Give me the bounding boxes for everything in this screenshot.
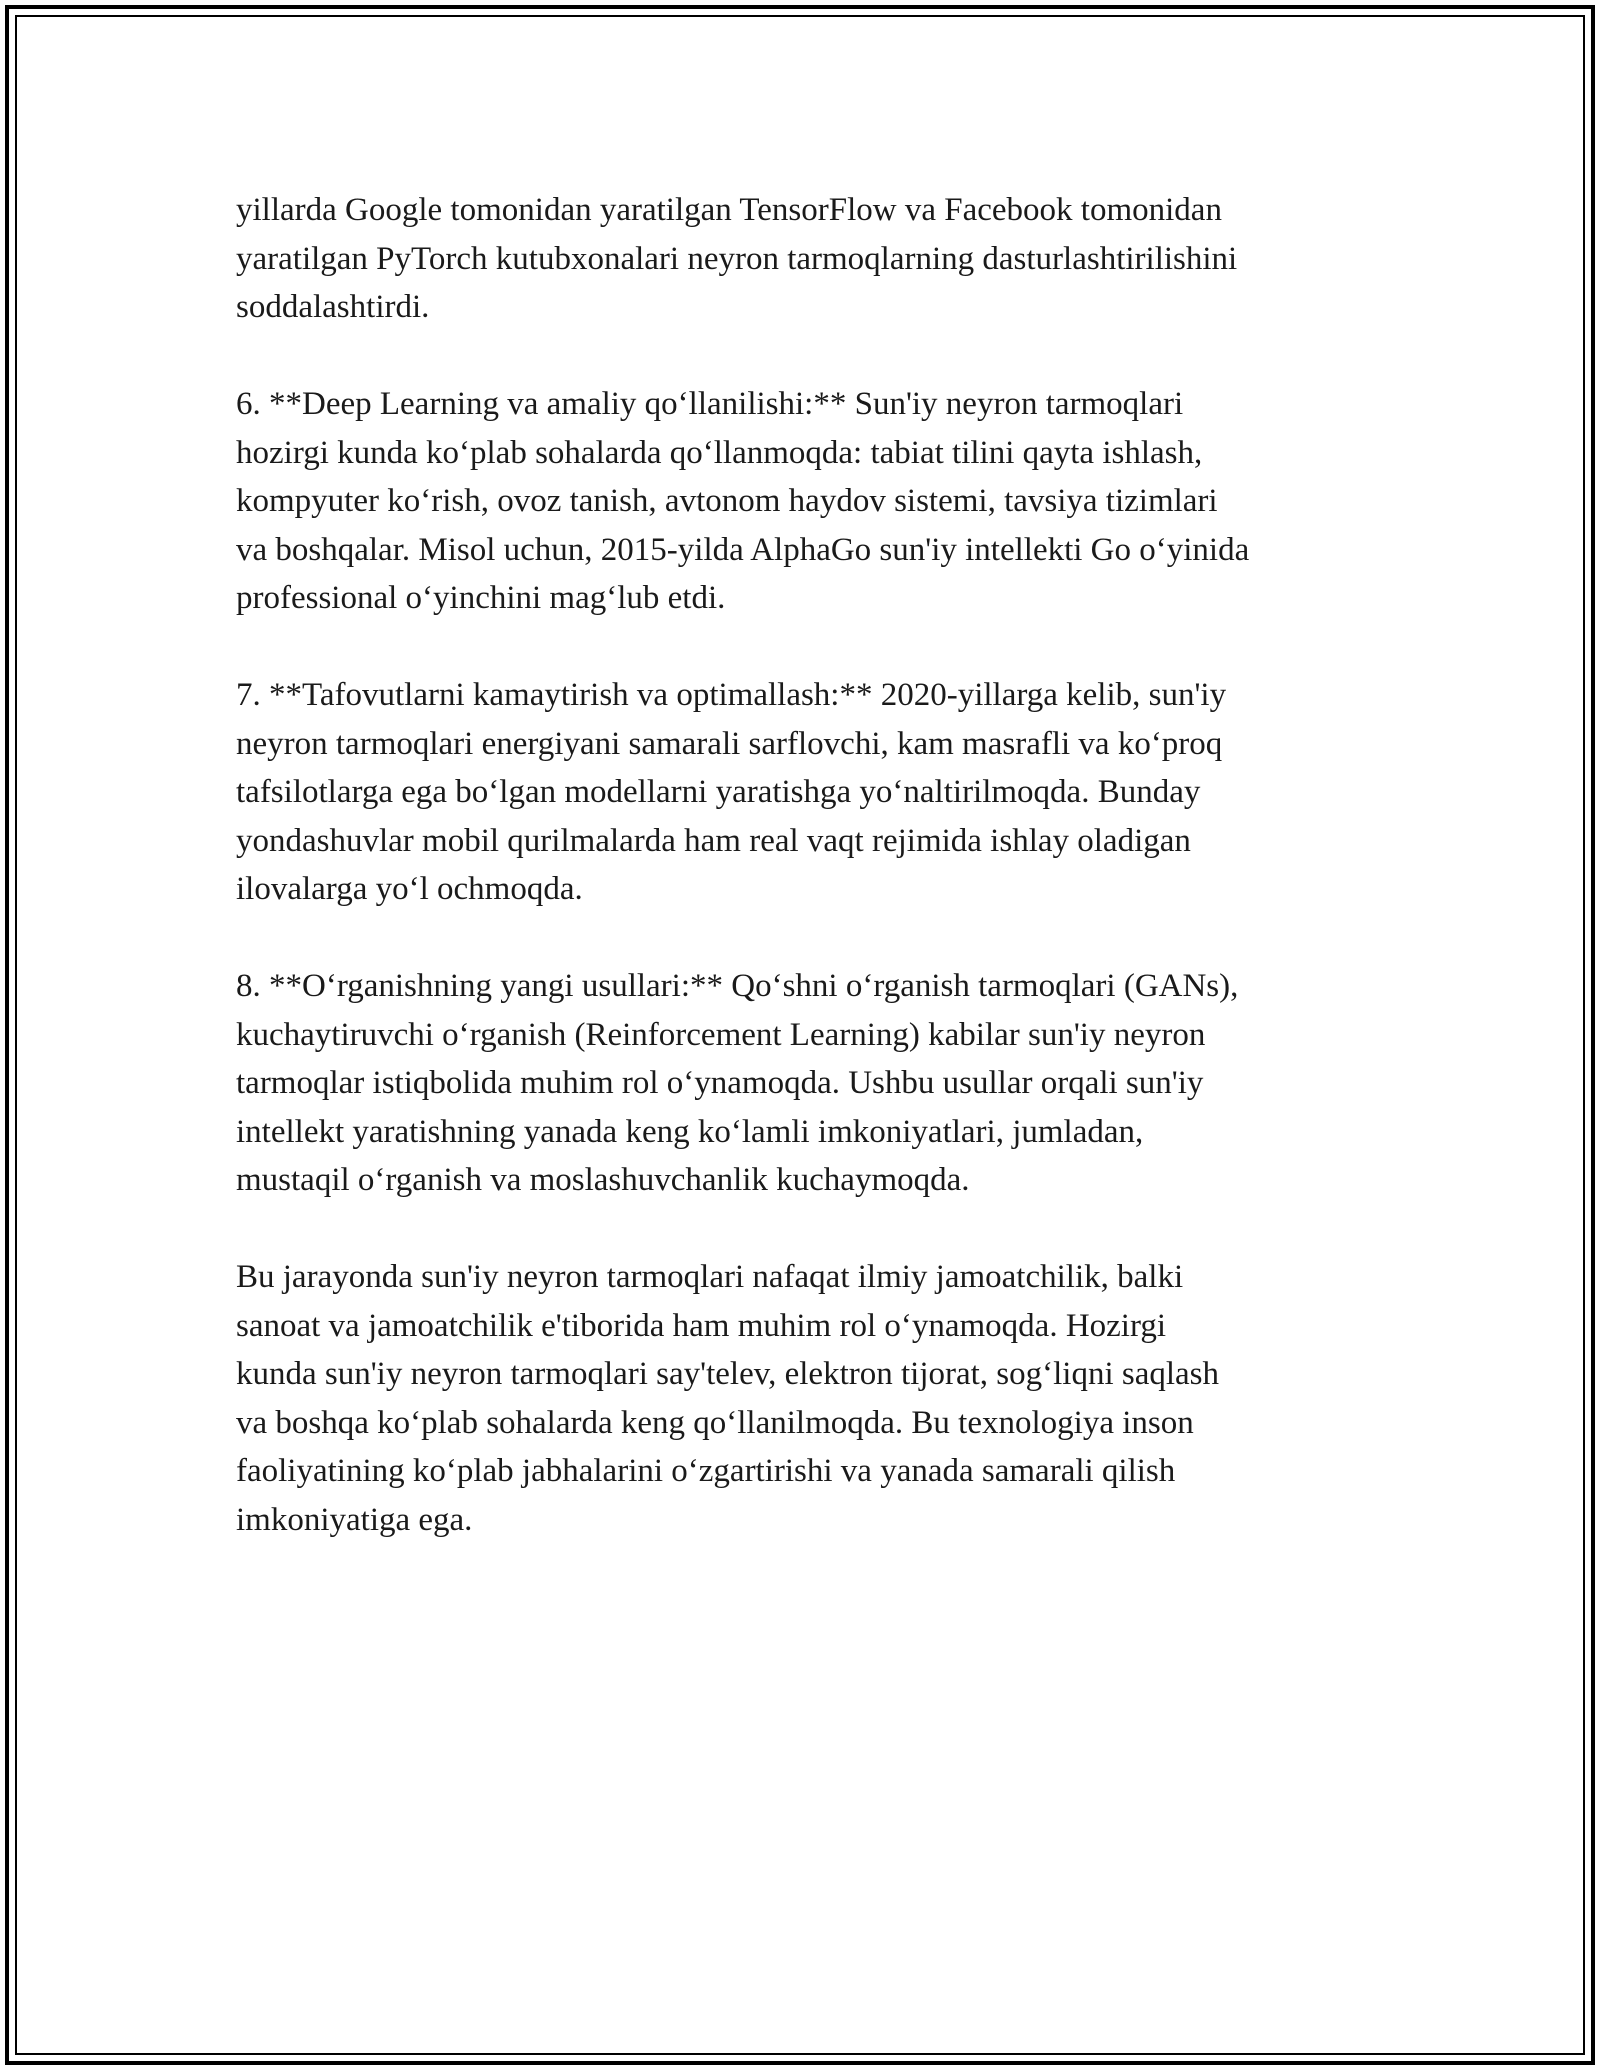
paragraph-item-8: 8. **Oʻrganishning yangi usullari:** Qoʻshni oʻrganish tarmoqlari (GANs), kuchaytiruvchi oʻrganish (Reinforcement Learning) kabilar sun'iy neyron tarmoqlar istiqbolida muhim rol oʻynamoqda. Ushbu usullar orqali sun'iy intellekt yaratishning yanada keng koʻlamli imkoniyatlari, jumladan, mustaqil oʻrganish va moslashuvchanlik kuchaymoqda.	[236, 968, 1239, 1198]
document-body	[236, 186, 1386, 1593]
paragraph-conclusion: Bu jarayonda sun'iy neyron tarmoqlari nafaqat ilmiy jamoatchilik, balki sanoat va jamoatchilik e'tiborida ham muhim rol oʻynamoqda. Hozirgi kunda sun'iy neyron tarmoqlari say'telev, elektron tijorat, sogʻliqni saqlash va boshqa koʻplab sohalarda keng qoʻllanilmoqda. Bu texnologiya inson faoliyatining koʻplab jabhalarini oʻzgartirishi va yanada samarali qilish imkoniyatiga ega.	[236, 1259, 1220, 1538]
paragraph-item-6: 6. **Deep Learning va amaliy qoʻllanilishi:** Sun'iy neyron tarmoqlari hozirgi kunda koʻplab sohalarda qoʻllanmoqda: tabiat tilini qayta ishlash, kompyuter koʻrish, ovoz tanish, avtonom haydov sistemi, tavsiya tizimlari va boshqalar. Misol uchun, 2015-yilda AlphaGo sun'iy intellekti Go oʻyinida professional oʻyinchini magʻlub etdi.	[236, 386, 1250, 616]
paragraph-continuation: yillarda Google tomonidan yaratilgan TensorFlow va Facebook tomonidan yaratilgan PyTorch kutubxonalari neyron tarmoqlarning dasturlashtirilishini soddalashtirdi.	[236, 192, 1238, 325]
paragraph-item-7: 7. **Tafovutlarni kamaytirish va optimallash:** 2020-yillarga kelib, sun'iy neyron tarmoqlari energiyani samarali sarflovchi, kam masrafli va koʻproq tafsilotlarga ega boʻlgan modellarni yaratishga yoʻnaltirilmoqda. Bunday yondashuvlar mobil qurilmalarda ham real vaqt rejimida ishlay oladigan ilovalarga yoʻl ochmoqda.	[236, 677, 1227, 907]
